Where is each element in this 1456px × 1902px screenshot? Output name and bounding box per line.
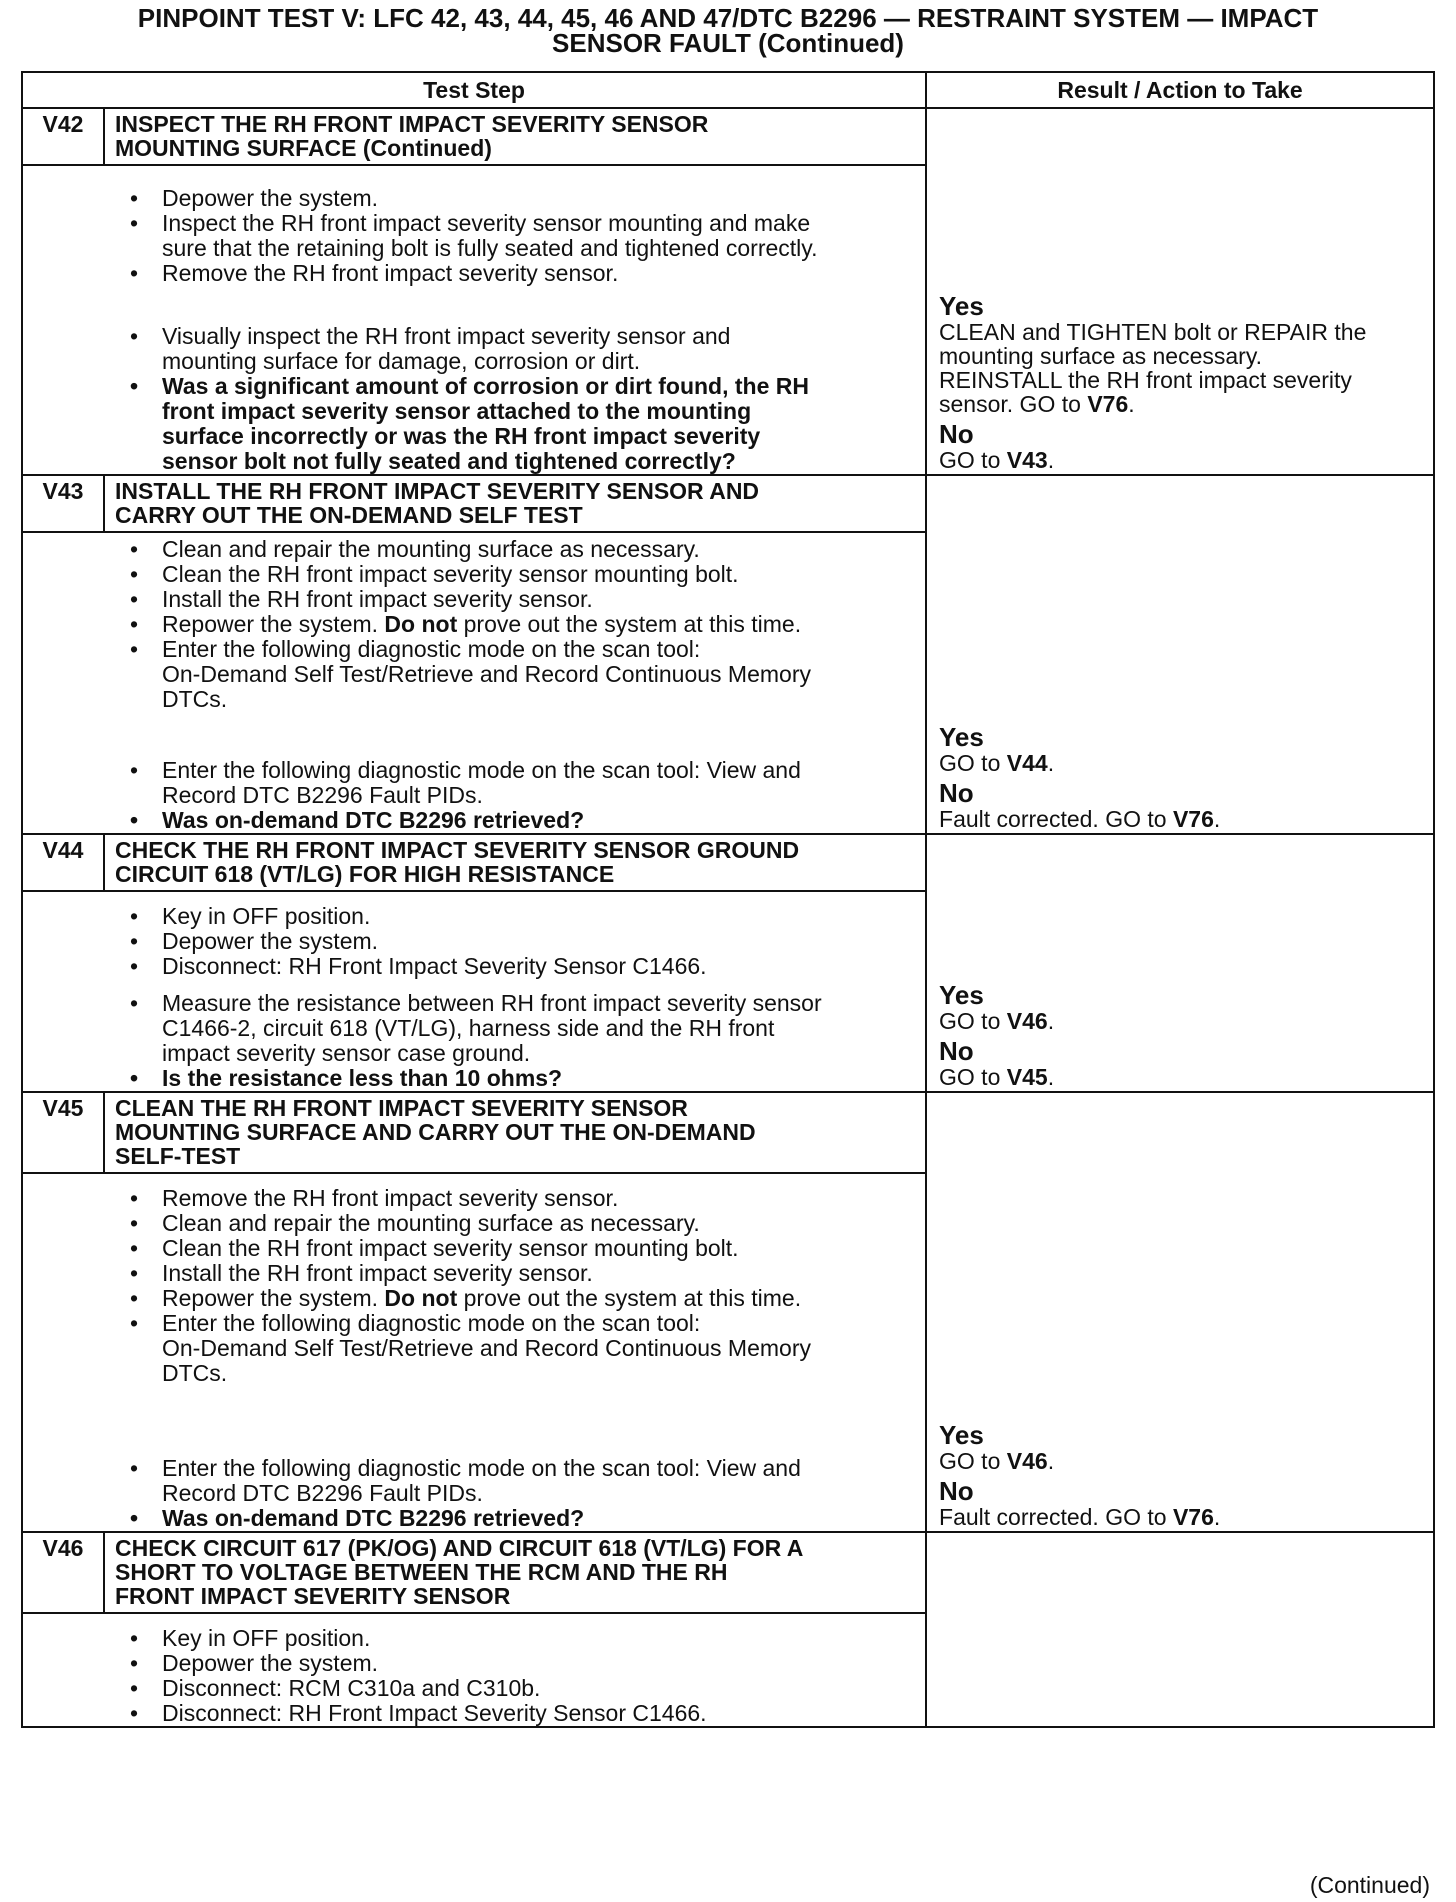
instruction-item: • Repower the system. Do not prove out the system at this time. — [124, 1286, 915, 1311]
step-reference: V76 — [1172, 1504, 1214, 1530]
step-title — [104, 1092, 926, 1173]
instruction-item: • Repower the system. Do not prove out the system at this time. — [124, 612, 915, 637]
yes-label: Yes — [939, 722, 984, 752]
page-title — [20, 3, 1436, 58]
result-cell — [926, 108, 1434, 475]
step-title-line: FRONT IMPACT SEVERITY SENSOR — [115, 1583, 511, 1609]
instruction-group — [124, 991, 915, 1091]
instruction-group — [124, 1186, 915, 1386]
no-label: No — [939, 419, 974, 449]
step-title-line: MOUNTING SURFACE (Continued) — [115, 135, 492, 161]
instruction-group — [124, 1626, 915, 1726]
step-id-spacer — [22, 891, 104, 1092]
step-title-line: CARRY OUT THE ON-DEMAND SELF TEST — [115, 502, 583, 528]
step-title-line: SHORT TO VOLTAGE BETWEEN THE RCM AND THE RH — [115, 1559, 728, 1585]
step-instructions — [104, 1173, 926, 1532]
step-id-spacer — [22, 532, 104, 834]
header-result-action: Result / Action to Take — [926, 72, 1434, 108]
step-title-line: CIRCUIT 618 (VT/LG) FOR HIGH RESISTANCE — [115, 861, 615, 887]
step-reference: V46 — [1006, 1008, 1048, 1034]
page-title-line-2: SENSOR FAULT (Continued) — [552, 28, 904, 58]
step-reference: V43 — [1006, 447, 1048, 473]
step-title-row — [22, 1092, 1434, 1173]
no-label: No — [939, 1476, 974, 1506]
step-reference: V76 — [1172, 806, 1214, 832]
instruction-item: • Install the RH front impact severity sensor. — [124, 587, 915, 612]
step-id: V43 — [22, 475, 104, 532]
step-reference: V45 — [1006, 1064, 1048, 1090]
step-title — [104, 475, 926, 532]
instruction-item: • Depower the system. — [124, 929, 915, 954]
continued-footer: (Continued) — [1309, 1872, 1430, 1898]
step-id-spacer — [22, 165, 104, 475]
step-reference: V46 — [1006, 1448, 1048, 1474]
step-title-line: SELF-TEST — [115, 1143, 241, 1169]
step-id-spacer — [22, 1613, 104, 1727]
instruction-item: • Measure the resistance between RH front impact severity sensor C1466-2, circuit 618 (VT/LG), harness side and the RH front impact severity sensor case ground. — [124, 991, 915, 1066]
instruction-item: • Key in OFF position. — [124, 904, 915, 929]
instruction-item: • Was on-demand DTC B2296 retrieved? — [124, 808, 915, 833]
instruction-item: • Disconnect: RCM C310a and C310b. — [124, 1676, 915, 1701]
step-reference: V76 — [1087, 391, 1129, 417]
instruction-item: • Depower the system. — [124, 1651, 915, 1676]
result-actions — [939, 981, 1425, 1089]
header-test-step: Test Step — [22, 72, 926, 108]
no-label: No — [939, 778, 974, 808]
result-actions — [939, 292, 1425, 472]
instruction-group — [124, 324, 915, 474]
step-title-line: CHECK CIRCUIT 617 (PK/OG) AND CIRCUIT 618 (VT/LG) FOR A — [115, 1535, 804, 1561]
step-id-spacer — [22, 1173, 104, 1532]
table-header-row — [22, 72, 1434, 108]
step-title-line: INSPECT THE RH FRONT IMPACT SEVERITY SENSOR — [115, 111, 709, 137]
instruction-group — [124, 758, 915, 833]
step-title-line: INSTALL THE RH FRONT IMPACT SEVERITY SENSOR AND — [115, 478, 760, 504]
no-label: No — [939, 1036, 974, 1066]
step-id: V46 — [22, 1532, 104, 1613]
yes-action: GO to V44. — [939, 750, 1055, 776]
instruction-group — [124, 186, 915, 286]
instruction-item: • Inspect the RH front impact severity sensor mounting and make sure that the retaining bolt is fully seated and tightened correctly. — [124, 211, 915, 261]
yes-action: GO to V46. — [939, 1008, 1055, 1034]
yes-action: GO to V46. — [939, 1448, 1055, 1474]
instruction-item: • Install the RH front impact severity sensor. — [124, 1261, 915, 1286]
instruction-group — [124, 904, 915, 979]
instruction-item: • Clean the RH front impact severity sensor mounting bolt. — [124, 1236, 915, 1261]
step-title-row — [22, 834, 1434, 891]
step-title — [104, 834, 926, 891]
step-title-row — [22, 1532, 1434, 1613]
pinpoint-test-table — [21, 71, 1435, 1728]
instruction-item: • Was on-demand DTC B2296 retrieved? — [124, 1506, 915, 1531]
result-actions — [939, 1421, 1425, 1529]
instruction-item: • Disconnect: RH Front Impact Severity Sensor C1466. — [124, 1701, 915, 1726]
instruction-item: • Clean and repair the mounting surface as necessary. — [124, 1211, 915, 1236]
instruction-item: • Enter the following diagnostic mode on the scan tool: On-Demand Self Test/Retrieve and Record Continuous Memory DTCs. — [124, 637, 915, 712]
no-action: Fault corrected. GO to V76. — [939, 1504, 1221, 1530]
step-title-line: MOUNTING SURFACE AND CARRY OUT THE ON-DEMAND — [115, 1119, 756, 1145]
instruction-item: • Remove the RH front impact severity sensor. — [124, 1186, 915, 1211]
instruction-item: • Remove the RH front impact severity sensor. — [124, 261, 915, 286]
step-instructions — [104, 532, 926, 834]
instruction-item: • Enter the following diagnostic mode on the scan tool: On-Demand Self Test/Retrieve and Record Continuous Memory DTCs. — [124, 1311, 915, 1386]
instruction-group — [124, 537, 915, 712]
instruction-item: • Visually inspect the RH front impact severity sensor and mounting surface for damage, corrosion or dirt. — [124, 324, 915, 374]
instruction-item: • Was a significant amount of corrosion or dirt found, the RH front impact severity sensor attached to the mounting surface incorrectly or was the RH front impact severity sensor bolt not fully seated and tightened correctly? — [124, 374, 915, 474]
instruction-item: • Key in OFF position. — [124, 1626, 915, 1651]
step-title — [104, 1532, 926, 1613]
instruction-item: • Enter the following diagnostic mode on the scan tool: View and Record DTC B2296 Fault PIDs. — [124, 1456, 915, 1506]
result-cell — [926, 834, 1434, 1092]
yes-action: CLEAN and TIGHTEN bolt or REPAIR the mounting surface as necessary. REINSTALL the RH front impact severity sensor. GO to V76. — [939, 319, 1367, 417]
result-actions — [939, 723, 1425, 831]
result-cell — [926, 475, 1434, 834]
steps-body — [22, 108, 1434, 1727]
instruction-group — [124, 1456, 915, 1531]
step-title-row — [22, 108, 1434, 165]
no-action: Fault corrected. GO to V76. — [939, 806, 1221, 832]
no-action: GO to V43. — [939, 447, 1055, 473]
step-id: V42 — [22, 108, 104, 165]
instruction-item: • Clean the RH front impact severity sensor mounting bolt. — [124, 562, 915, 587]
step-title-line: CLEAN THE RH FRONT IMPACT SEVERITY SENSOR — [115, 1095, 688, 1121]
yes-label: Yes — [939, 291, 984, 321]
instruction-item: • Depower the system. — [124, 186, 915, 211]
yes-label: Yes — [939, 980, 984, 1010]
step-title-row — [22, 475, 1434, 532]
instruction-item: • Enter the following diagnostic mode on the scan tool: View and Record DTC B2296 Fault PIDs. — [124, 758, 915, 808]
no-action: GO to V45. — [939, 1064, 1055, 1090]
instruction-item: • Disconnect: RH Front Impact Severity Sensor C1466. — [124, 954, 915, 979]
step-instructions — [104, 165, 926, 475]
step-instructions — [104, 1613, 926, 1727]
instruction-item: • Clean and repair the mounting surface as necessary. — [124, 537, 915, 562]
step-reference: V44 — [1006, 750, 1048, 776]
yes-label: Yes — [939, 1420, 984, 1450]
step-title — [104, 108, 926, 165]
result-cell — [926, 1532, 1434, 1727]
page-title-line-1: PINPOINT TEST V: LFC 42, 43, 44, 45, 46 AND 47/DTC B2296 — RESTRAINT SYSTEM — IMPACT — [137, 3, 1319, 33]
result-cell — [926, 1092, 1434, 1532]
step-instructions — [104, 891, 926, 1092]
step-id: V44 — [22, 834, 104, 891]
step-id: V45 — [22, 1092, 104, 1173]
instruction-item: • Is the resistance less than 10 ohms? — [124, 1066, 915, 1091]
step-title-line: CHECK THE RH FRONT IMPACT SEVERITY SENSOR GROUND — [115, 837, 800, 863]
